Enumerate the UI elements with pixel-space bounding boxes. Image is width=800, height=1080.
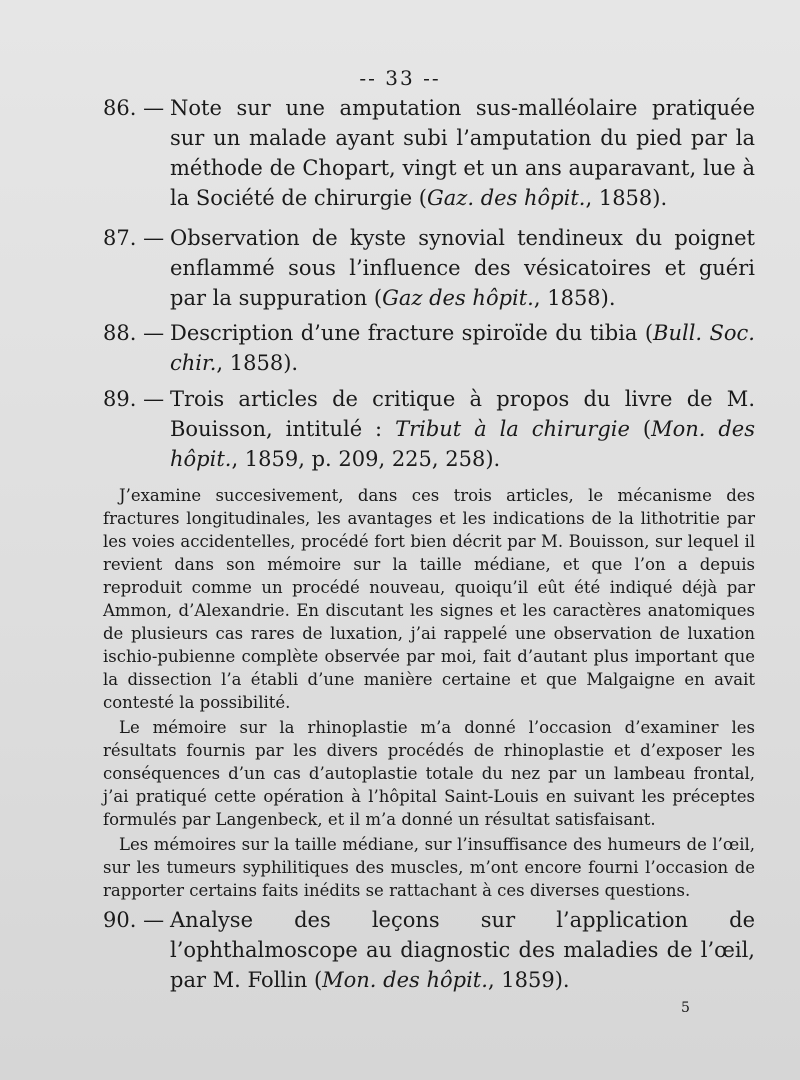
entry-number: 86. — — [103, 96, 165, 120]
entry-text: Observation de kyste synovial tendineux du poignet enflammé sous l’influence des vésicatoires et guéri par la suppuration (Gaz des hôpit., 1858). — [170, 226, 755, 310]
entry-text: Note sur une amputation sus-malléolaire pratiquée sur un malade ayant subi l’amputation du pied par la méthode de Chopart, vingt et un ans auparavant, lue à la Société de chirurgie (Gaz. des hôpit., 1858). — [170, 96, 755, 210]
entry-number: 87. — — [103, 226, 165, 250]
commentary — [103, 484, 755, 904]
entry-number: 89. — — [103, 387, 165, 411]
entry-86 — [103, 93, 755, 213]
entry-number: 90. — — [103, 908, 165, 932]
entry-text: Analyse des leçons sur l’application de l’ophthalmoscope au diagnostic des maladies de l’œil, par M. Follin (Mon. des hôpit., 1859). — [170, 908, 755, 992]
entry-text: Trois articles de critique à propos du livre de M. Bouisson, intitulé : Tribut à la chirurgie (Mon. des hôpit., 1859, p. 209, 225, 258). — [170, 387, 755, 471]
entry-text: Description d’une fracture spiroïde du tibia (Bull. Soc. chir., 1858). — [170, 321, 755, 375]
folio-mark: 5 — [681, 1000, 690, 1016]
page-number: -- 33 -- — [359, 66, 441, 90]
entry-87 — [103, 223, 755, 313]
entry-number: 88. — — [103, 321, 165, 345]
entry-89 — [103, 384, 755, 474]
paragraph: Le mémoire sur la rhinoplastie m’a donné l’occasion d’examiner les résultats fournis par les divers procédés de rhinoplastie et d’exposer les conséquences d’un cas d’autoplastie totale du nez par un lambeau frontal, j’ai pratiqué cette opération à l’hôpital Saint-Louis en suivant les préceptes formulés par Langenbeck, et il m’a donné un résultat satisfaisant. — [103, 718, 755, 829]
entry-88 — [103, 318, 755, 378]
paragraph: Les mémoires sur la taille médiane, sur l’insuffisance des humeurs de l’œil, sur les tumeurs syphilitiques des muscles, m’ont encore fourni l’occasion de rapporter certains faits inédits se rattachant à ces diverses questions. — [103, 835, 755, 900]
paragraph: J’examine succesivement, dans ces trois articles, le mécanisme des fractures longitudinales, les avantages et les indications de la lithotritie par les voies accidentelles, procédé fort bien décrit par M. Bouisson, sur lequel il revient dans son mémoire sur la taille médiane, et que l’on a depuis reproduit comme un procédé nouveau, quoiqu’il eût été indiqué déjà par Ammon, d’Alexandrie. En discutant les signes et les caractères anatomiques de plusieurs cas rares de luxation, j’ai rappelé une observation de luxation ischio-pubienne complète observée par moi, fait d’autant plus important que la dissection l’a établi d’une manière certaine et que Malgaigne en avait contesté la possibilité. — [103, 486, 755, 712]
entry-90 — [103, 905, 755, 995]
